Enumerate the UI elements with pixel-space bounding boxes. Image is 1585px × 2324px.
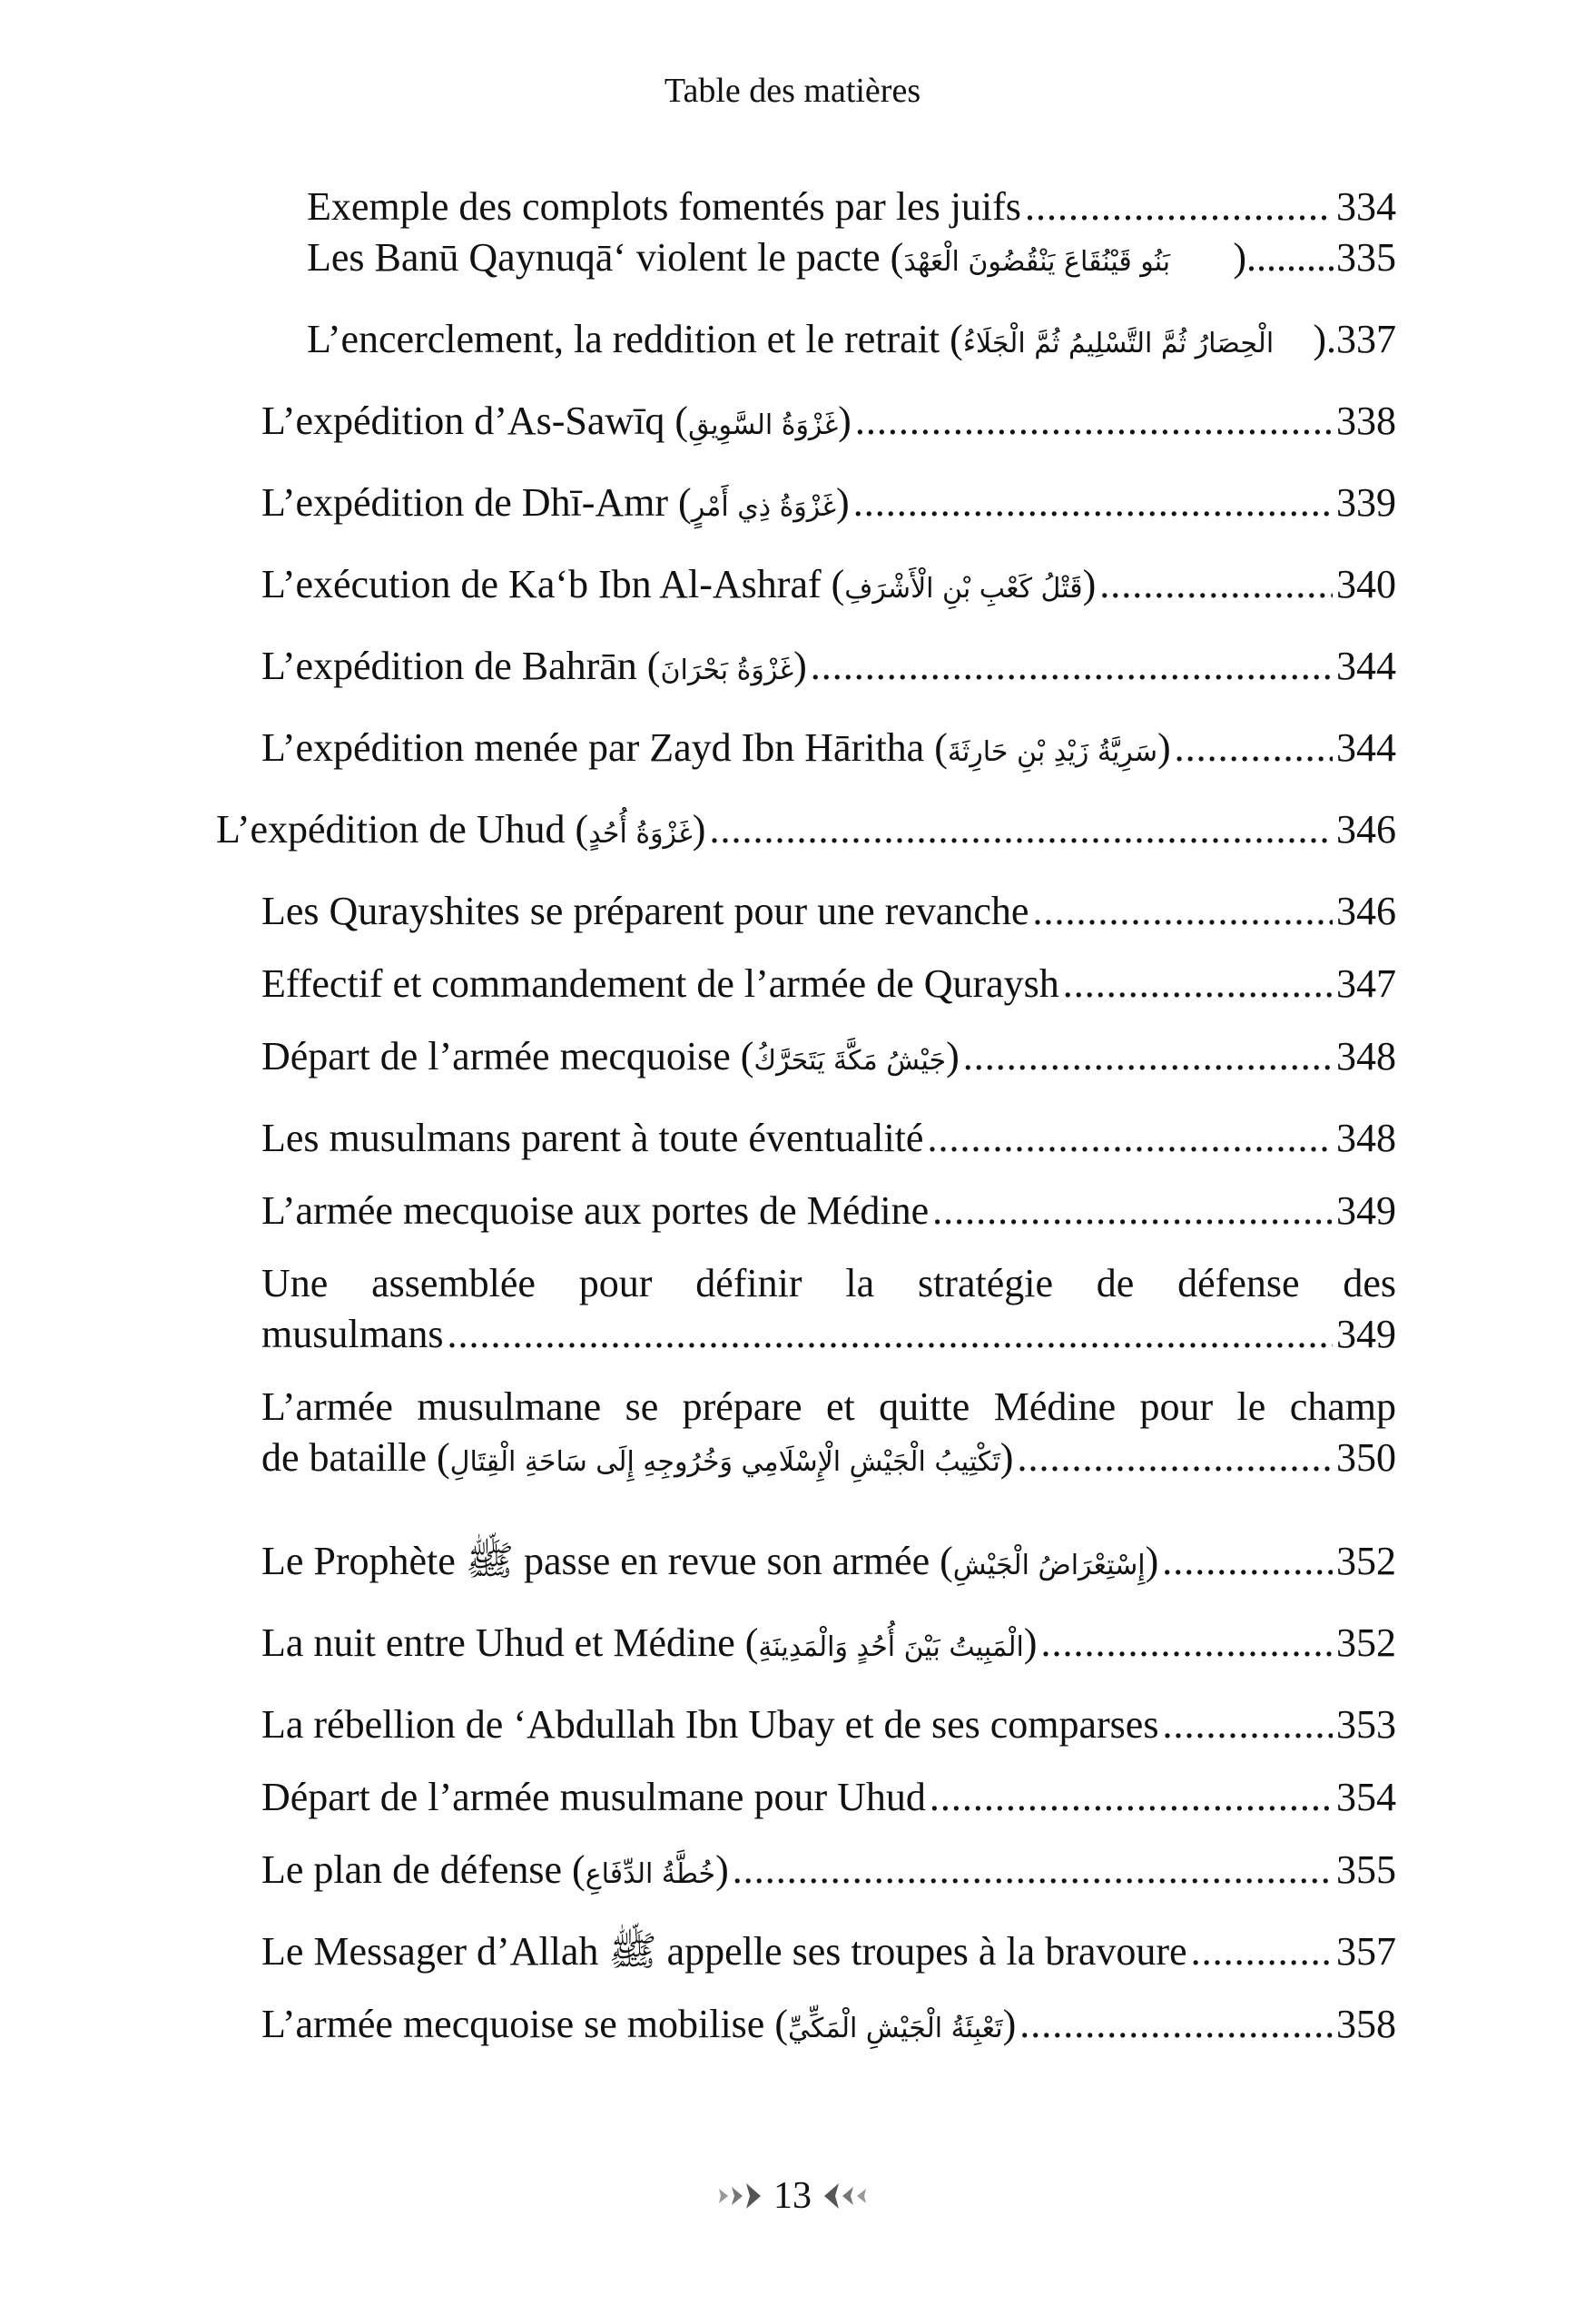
toc-entry[interactable] <box>261 396 1396 451</box>
toc-entry-title: L’expédition de Bahrān ( <box>261 644 661 688</box>
toc-entry-title: L’armée mecquoise se mobilise ( <box>261 2002 788 2046</box>
toc-entry-title: Les Banū Qaynuqā‘ violent le pacte ( <box>307 235 904 280</box>
toc-entry-title: L’expédition d’As-Sawīq ( <box>261 399 689 443</box>
toc-entry-page: 353 <box>1336 1702 1396 1747</box>
toc-entry[interactable] <box>261 886 1396 937</box>
toc-entry-page: 350 <box>1336 1435 1396 1480</box>
toc-entry-page: 355 <box>1336 1847 1396 1892</box>
toc-entry-page: 339 <box>1336 480 1396 525</box>
leader-dots <box>927 1113 1333 1164</box>
toc-entry-title: L’expédition menée par Zayd Ibn Hāritha ( <box>261 725 948 770</box>
right-ornament-icon <box>822 2178 870 2214</box>
toc-entry-close: ) <box>793 644 807 688</box>
toc-entry-page: ).........335 <box>1233 235 1396 280</box>
leader-dots <box>1175 723 1333 773</box>
leader-dots <box>1162 1699 1333 1750</box>
toc-entry-page: 349 <box>1336 1312 1396 1356</box>
toc-entry-page: 344 <box>1336 644 1396 688</box>
toc-entry[interactable] <box>261 1113 1396 1164</box>
toc-entry-arabic: إِسْتِعْرَاضُ الْجَيْشِ <box>952 1550 1146 1581</box>
toc-entry-title: La rébellion de ‘Abdullah Ibn Ubay et de ses comparses <box>261 1702 1159 1747</box>
toc-entry-page: 357 <box>1336 1929 1396 1974</box>
toc-entry-title: La nuit entre Uhud et Médine ( <box>261 1620 759 1665</box>
toc-entry-title: Le Messager d’Allah ﷺ appelle ses troupes à la bravoure <box>261 1929 1187 1974</box>
leader-dots <box>1063 959 1333 1009</box>
toc-entry[interactable] <box>261 723 1396 778</box>
toc-entry-title: Les Qurayshites se préparent pour une revanche <box>261 889 1029 933</box>
toc-entry-page: 349 <box>1336 1188 1396 1233</box>
toc-entry-arabic: تَعْبِئَةُ الْجَيْشِ الْمَكِّيِّ <box>787 2013 1003 2044</box>
leader-dots <box>709 804 1333 855</box>
toc-entry-page: 340 <box>1336 562 1396 606</box>
toc-entry-arabic: جَيْشُ مَكَّةَ يَتَحَرَّكُ <box>753 1045 947 1077</box>
toc-entry-page: 348 <box>1336 1034 1396 1078</box>
toc-entry-page: 334 <box>1336 184 1396 229</box>
toc-entry-title: L’encerclement, la reddition et le retrait ( <box>307 317 963 361</box>
toc-entry-title-line2: musulmans <box>261 1312 444 1356</box>
toc-entry-title: Départ de l’armée mecquoise ( <box>261 1034 754 1078</box>
left-ornament-icon <box>715 2178 763 2214</box>
leader-dots <box>1162 1536 1333 1587</box>
toc-entry[interactable] <box>261 1699 1396 1750</box>
toc-entry-page: 346 <box>1336 807 1396 852</box>
toc-entry-arabic: غَزْوَةُ أُحُدٍ <box>588 818 693 850</box>
toc-entry[interactable] <box>261 1845 1396 1900</box>
toc-entry-title: Les musulmans parent à toute éventualité <box>261 1116 924 1160</box>
toc-entry-page: 348 <box>1336 1116 1396 1160</box>
toc-entry-title: Le plan de défense ( <box>261 1847 586 1892</box>
toc-entry-page: 347 <box>1336 961 1396 1006</box>
toc-entry-page: 352 <box>1336 1620 1396 1665</box>
toc-entry-close: ) <box>1002 2002 1017 2046</box>
toc-entry-arabic: الْمَبِيتُ بَيْنَ أُحُدٍ وَالْمَدِينَةِ <box>758 1631 1024 1663</box>
toc-entry-page: 354 <box>1336 1775 1396 1819</box>
toc-entry-title-line2: de bataille ( <box>261 1435 450 1480</box>
toc-entry-title: L’expédition de Dhī-Amr ( <box>261 480 692 525</box>
leader-dots <box>930 1772 1333 1823</box>
toc-entry-arabic: غَزْوَةُ السَّوِيقِ <box>688 409 839 441</box>
leader-dots <box>932 1186 1333 1236</box>
leader-dots <box>855 396 1333 447</box>
toc-entry[interactable] <box>261 641 1396 696</box>
page-number: 13 <box>773 2175 812 2217</box>
toc-entry-page: 358 <box>1336 2002 1396 2046</box>
toc-entry-page: 344 <box>1336 725 1396 770</box>
running-title: Table des matières <box>664 72 921 110</box>
toc-entry-close: ) <box>836 480 850 525</box>
toc-entry[interactable] <box>261 1926 1396 1977</box>
toc-entry-arabic: سَرِيَّةُ زَيْدِ بْنِ حَارِثَةَ <box>947 736 1157 768</box>
leader-dots <box>1025 182 1333 232</box>
toc-entry-arabic: غَزْوَةُ بَحْرَانَ <box>660 655 794 686</box>
leader-dots <box>447 1309 1333 1360</box>
toc-entry-title: L’armée mecquoise aux portes de Médine <box>261 1188 930 1233</box>
leader-dots <box>1017 1433 1333 1483</box>
toc-entry-title: Effectif et commandement de l’armée de Quraysh <box>261 961 1059 1006</box>
toc-entry-close: ) <box>1082 562 1097 606</box>
toc-entry[interactable] <box>307 232 1396 288</box>
toc-entry-title-line1: Une assemblée pour définir la stratégie de défense des <box>261 1261 1396 1305</box>
toc-entry-arabic: بَنُو قَيْنُقَاعَ يَنْقُضُونَ الْعَهْدَ <box>903 246 1171 278</box>
toc-entry-arabic: قَتْلُ كَعْبِ بْنِ الْأَشْرَفِ <box>844 573 1083 605</box>
toc-entry-close: ) <box>715 1847 729 1892</box>
toc-entry[interactable] <box>261 1999 1396 2054</box>
toc-entry[interactable] <box>261 1031 1396 1087</box>
toc-entry[interactable] <box>216 804 1396 860</box>
toc-entry-title-line1: L’armée musulmane se prépare et quitte Médine pour le champ <box>261 1384 1396 1429</box>
toc-entry[interactable] <box>261 559 1396 615</box>
toc-entry[interactable] <box>261 1772 1396 1823</box>
leader-dots <box>811 641 1333 692</box>
leader-dots <box>1040 1618 1333 1669</box>
leader-dots <box>1099 559 1333 610</box>
toc-entry-close: ) <box>1145 1539 1159 1583</box>
toc-entry-title: Départ de l’armée musulmane pour Uhud <box>261 1775 926 1819</box>
toc-entry-close: ) <box>946 1034 960 1078</box>
toc-entry[interactable] <box>261 1382 1396 1488</box>
toc-entry-title: L’exécution de Ka‘b Ibn Al-Ashraf ( <box>261 562 845 606</box>
toc-entry[interactable] <box>261 478 1396 533</box>
leader-dots <box>733 1845 1333 1896</box>
toc-entry-page: 346 <box>1336 889 1396 933</box>
leader-dots <box>1032 886 1333 937</box>
toc-entry-close: ) <box>1023 1620 1038 1665</box>
toc-entry[interactable] <box>261 1618 1396 1673</box>
toc-entry-arabic: خُطَّةُ الدِّفَاعِ <box>585 1858 716 1890</box>
toc-entry-arabic: غَزْوَةُ ذِي أَمْرٍ <box>691 491 837 523</box>
leader-dots <box>1191 1926 1333 1977</box>
toc-entry[interactable] <box>261 959 1396 1009</box>
toc-entry-title: Le Prophète ﷺ passe en revue son armée ( <box>261 1539 953 1583</box>
toc-entry[interactable] <box>261 1536 1396 1591</box>
toc-entry-close: ) <box>1157 725 1171 770</box>
toc-entry-page: 352 <box>1336 1539 1396 1583</box>
toc-entry[interactable] <box>307 314 1396 369</box>
toc-entry[interactable] <box>261 1258 1396 1360</box>
toc-entry-title: Exemple des complots fomentés par les juifs <box>307 184 1021 229</box>
leader-dots <box>853 478 1333 528</box>
page-footer <box>0 2174 1585 2218</box>
toc-entry-close: ) <box>692 807 706 852</box>
leader-dots <box>1019 1999 1333 2050</box>
toc-entry-page: 338 <box>1336 399 1396 443</box>
toc-entry-close: ) <box>999 1435 1014 1480</box>
toc-entry-page: ).337 <box>1313 317 1396 361</box>
toc-entry-arabic: تَكْتِيبُ الْجَيْشِ الْإِسْلَامِي وَخُرُوجِهِ إِلَى سَاحَةِ الْقِتَالِ <box>449 1446 1000 1478</box>
toc-entry-close: ) <box>838 399 852 443</box>
toc-entry[interactable] <box>307 182 1396 232</box>
toc-entry-arabic: الْحِصَارُ ثُمَّ التَّسْلِيمُ ثُمَّ الْجَلَاءُ <box>962 328 1275 359</box>
toc-entry-title: L’expédition de Uhud ( <box>216 807 589 852</box>
toc-entry[interactable] <box>261 1186 1396 1236</box>
leader-dots <box>963 1031 1333 1082</box>
